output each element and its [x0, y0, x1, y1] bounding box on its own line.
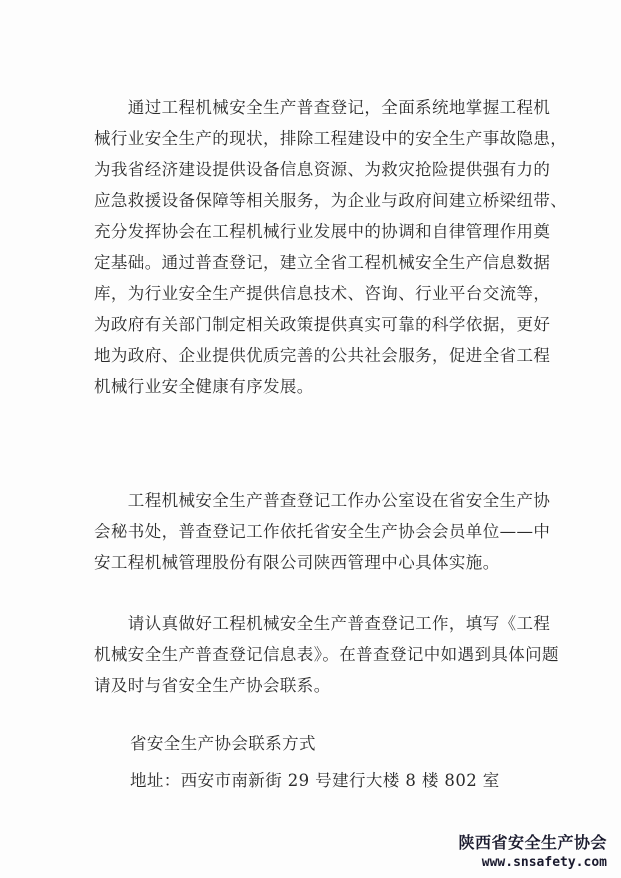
contact-title: 省安全生产协会联系方式 [130, 734, 316, 753]
text-line: 为政府有关部门制定相关政策提供真实可靠的科学依据，更好 [94, 315, 551, 334]
text-line: 定基础。通过普查登记，建立全省工程机械安全生产信息数据 [94, 253, 551, 272]
text-line: 地为政府、企业提供优质完善的公共社会服务，促进全省工程 [94, 346, 551, 365]
watermark-name: 陕西省安全生产协会 [458, 833, 607, 852]
text-line: 机械行业安全健康有序发展。 [94, 377, 314, 396]
paragraph-purpose [94, 92, 568, 402]
text-line: 应急救援设备保障等相关服务，为企业与政府间建立桥梁纽带、 [94, 191, 568, 210]
paragraph-office [94, 485, 558, 578]
text-line: 请认真做好工程机械安全生产普查登记工作，填写《工程 [94, 614, 551, 633]
text-line: 会秘书处，普查登记工作依托省安全生产协会会员单位——中 [94, 522, 551, 541]
text-line: 库，为行业安全生产提供信息技术、咨询、行业平台交流等， [94, 284, 551, 303]
text-line: 充分发挥协会在工程机械行业发展中的协调和自律管理作用奠 [94, 222, 551, 241]
watermark [458, 830, 607, 870]
text-line: 通过工程机械安全生产普查登记，全面系统地掌握工程机 [94, 98, 551, 117]
text-line: 械行业安全生产的现状，排除工程建设中的安全生产事故隐患， [94, 129, 568, 148]
paragraph-request [94, 608, 558, 701]
text-line: 机械安全生产普查登记信息表》。在普查登记中如遇到具体问题 [94, 645, 559, 664]
text-line: 请及时与省安全生产协会联系。 [94, 676, 331, 695]
text-line: 工程机械安全生产普查登记工作办公室设在省安全生产协 [94, 491, 551, 510]
text-line: 安工程机械管理股份有限公司陕西管理中心具体实施。 [94, 553, 500, 572]
contact-address: 地址：西安市南新街 29 号建行大楼 8 楼 802 室 [130, 771, 500, 790]
text-line: 为我省经济建设提供设备信息资源、为救灾抢险提供强有力的 [94, 160, 551, 179]
watermark-url: www.snsafety.com [481, 855, 607, 870]
